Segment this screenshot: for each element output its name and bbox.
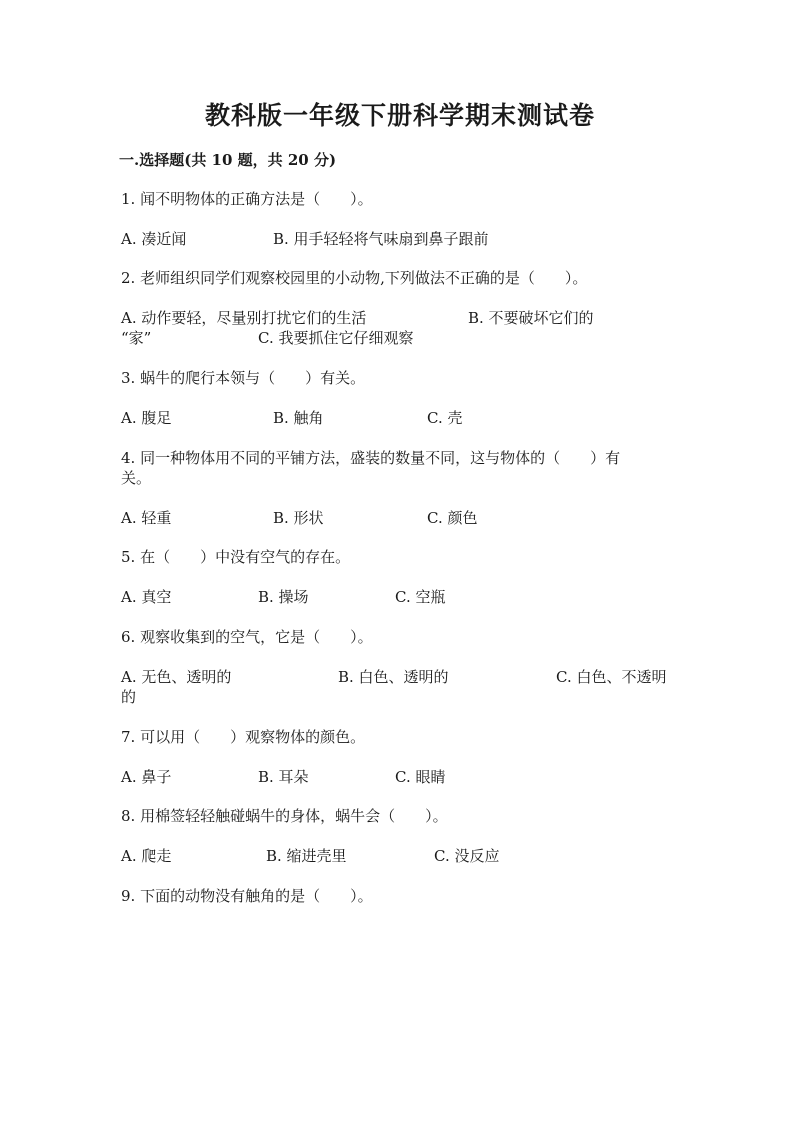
question-4-option-a: A. 轻重 xyxy=(121,509,172,527)
question-7-option-b: B. 耳朵 xyxy=(258,768,309,786)
question-1-stem: 1. 闻不明物体的正确方法是（ ）。 xyxy=(121,190,373,208)
question-6-option-a: A. 无色、透明的 xyxy=(121,668,232,686)
question-5-option-c: C. 空瓶 xyxy=(395,588,446,606)
question-1-option-a: A. 凑近闻 xyxy=(121,230,187,248)
question-5-option-a: A. 真空 xyxy=(121,588,172,606)
question-6-option-c-cont: 的 xyxy=(121,688,137,706)
question-3-stem: 3. 蜗牛的爬行本领与（ ）有关。 xyxy=(121,369,366,387)
question-4-stem-cont: 关。 xyxy=(121,469,152,487)
question-8-option-b: B. 缩进壳里 xyxy=(266,847,347,865)
question-8-option-c: C. 没反应 xyxy=(434,847,500,865)
question-4-option-b: B. 形状 xyxy=(273,509,324,527)
question-6-option-c: C. 白色、不透明 xyxy=(556,668,667,686)
section-heading: 一.选择题(共 10 题，共 20 分) xyxy=(119,151,337,169)
question-2-stem: 2. 老师组织同学们观察校园里的小动物,下列做法不正确的是（ ）。 xyxy=(121,269,588,287)
question-3-option-b: B. 触角 xyxy=(273,409,324,427)
question-8-option-a: A. 爬走 xyxy=(121,847,172,865)
question-2-option-a: A. 动作要轻，尽量别打扰它们的生活 xyxy=(121,309,367,327)
question-2-option-c: C. 我要抓住它仔细观察 xyxy=(258,329,414,347)
question-1-option-b: B. 用手轻轻将气味扇到鼻子跟前 xyxy=(273,230,489,248)
question-8-stem: 8. 用棉签轻轻触碰蜗牛的身体，蜗牛会（ ）。 xyxy=(121,807,448,825)
question-4-stem: 4. 同一种物体用不同的平铺方法，盛装的数量不同，这与物体的（ ）有 xyxy=(121,449,621,467)
question-7-option-c: C. 眼睛 xyxy=(395,768,446,786)
question-2-option-b-cont: “家” xyxy=(121,329,152,347)
question-5-stem: 5. 在（ ）中没有空气的存在。 xyxy=(121,548,351,566)
page-title: 教科版一年级下册科学期末测试卷 xyxy=(204,101,595,130)
question-6-stem: 6. 观察收集到的空气，它是（ ）。 xyxy=(121,628,373,646)
question-2-option-b: B. 不要破坏它们的 xyxy=(468,309,594,327)
question-4-option-c: C. 颜色 xyxy=(427,509,478,527)
question-9-stem: 9. 下面的动物没有触角的是（ ）。 xyxy=(121,887,373,905)
question-3-option-a: A. 腹足 xyxy=(121,409,172,427)
question-6-option-b: B. 白色、透明的 xyxy=(338,668,449,686)
question-7-option-a: A. 鼻子 xyxy=(121,768,172,786)
question-7-stem: 7. 可以用（ ）观察物体的颜色。 xyxy=(121,728,366,746)
question-3-option-c: C. 壳 xyxy=(427,409,463,427)
question-5-option-b: B. 操场 xyxy=(258,588,309,606)
